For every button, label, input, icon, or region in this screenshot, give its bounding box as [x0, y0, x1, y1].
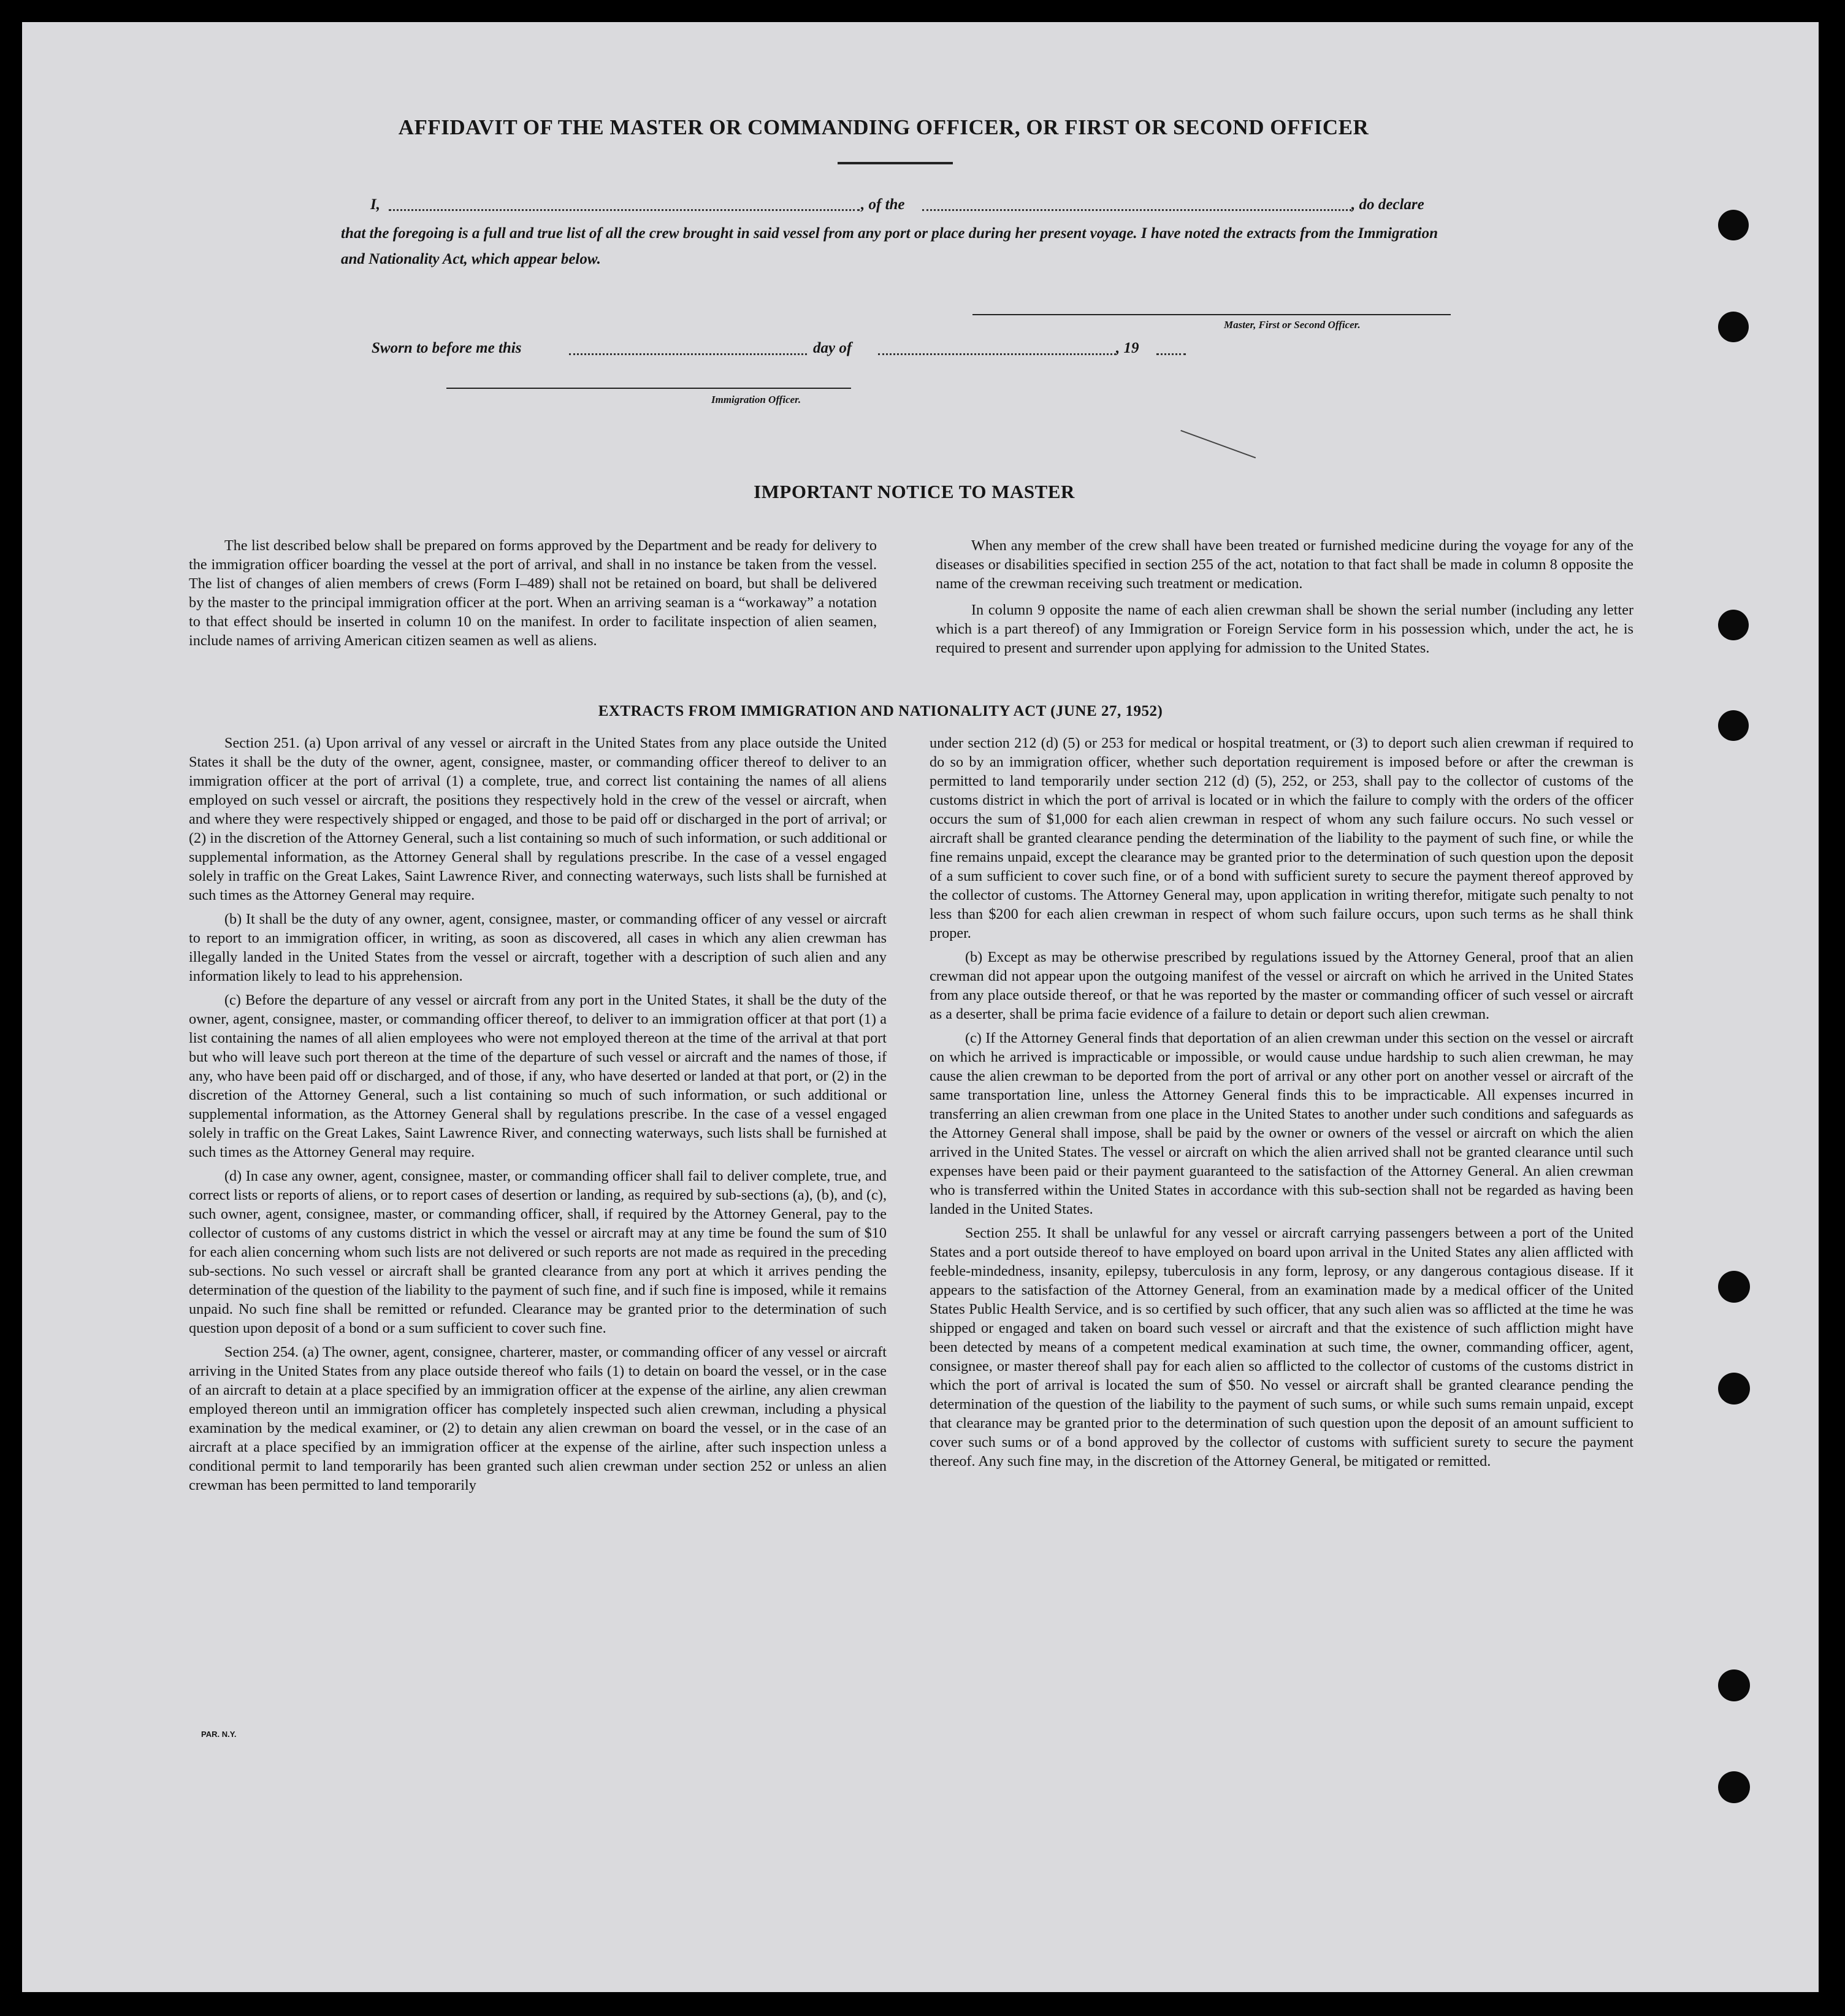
affidavit-do-declare-label: , do declare: [1351, 196, 1424, 213]
sworn-year-blank[interactable]: [1156, 353, 1186, 355]
punch-hole: [1718, 710, 1749, 741]
pen-mark: [1180, 430, 1256, 458]
vessel-blank[interactable]: [922, 209, 1351, 211]
extracts-title: EXTRACTS FROM IMMIGRATION AND NATIONALITY ACT (JUNE 27, 1952): [598, 703, 1163, 719]
document-page: [22, 22, 1819, 1992]
name-blank[interactable]: [389, 209, 860, 211]
title-underline: [838, 162, 953, 164]
section-254-a-continued: under section 212 (d) (5) or 253 for medical or hospital treatment, or (3) to deport such alien crewman if required to do so by an immigration officer, whether such deportation requirement is imposed before or after the crewman is permitted to land temporarily under section 212 (d) (5), 252, or 253, shall pay to the collector of customs of the customs district in which the port of arrival is located or in which the failure to comply with the orders of the officer occurs the sum of $1,000 for each alien crewman in respect of whom any such failure occurs. No such vessel or aircraft shall be granted clearance pending the determination of the liability to the payment of such fine, or while the fine remains unpaid, except the clearance may be granted prior to the determination of such question upon the deposit of a sum sufficient to cover such fine, or of a bond with sufficient surety to secure the payment thereof approved by the collector of customs. The Attorney General may, upon application in writing therefor, mitigate such penalty to not less than $200 for each alien crewman in respect of whom such failure occurs, upon such terms as he shall think proper.: [930, 735, 1633, 941]
year-label: , 19: [1116, 340, 1139, 356]
affidavit-i-label: I,: [370, 196, 380, 213]
section-251-a: Section 251. (a) Upon arrival of any vessel or aircraft in the United States from any place outside the United States it shall be the duty of the owner, agent, consignee, master, or commanding officer thereof to deliver to an immigration officer at the port of arrival (1) a complete, true, and correct list containing the names of all aliens employed on such vessel or aircraft, the positions they respectively hold in the crew of the vessel or aircraft, when and where they were respectively shipped or engaged, and those to be paid off or discharged in the port of arrival; or (2) in the discretion of the Attorney General, such a list containing so much of such information, or such additional or supplemental information, as the Attorney General shall by regulations prescribe. In the case of a vessel engaged solely in traffic on the Great Lakes, Saint Lawrence River, and connecting waterways, such lists shall be furnished at such times as the Attorney General may require.: [189, 735, 887, 903]
notice-left-paragraph: The list described below shall be prepared on forms approved by the Department and be ready for delivery to the immigration officer boarding the vessel at the port of arrival, and shall in no instance be taken from the vessel. The list of changes of alien members of crews (Form I–489) shall not be retained on board, but shall be delivered by the master to the principal immigration officer at the port. When an arriving seaman is a “workaway” a notation to that effect should be inserted in column 10 on the manifest. In order to facilitate inspection of alien seamen, include names of arriving American citizen seamen as well as aliens.: [189, 537, 877, 649]
day-of-label: day of: [813, 340, 852, 356]
affidavit-title: AFFIDAVIT OF THE MASTER OR COMMANDING OFFICER, OR FIRST OR SECOND OFFICER: [398, 115, 1369, 139]
notice-right-column: [936, 536, 1633, 662]
section-251-d: (d) In case any owner, agent, consignee, master, or commanding officer shall fail to deliver complete, true, and correct lists or reports of aliens, or to report cases of desertion or landing, as required by sub-sections (a), (b), and (c), such owner, agent, consignee, master, or commanding officer, shall, if required by the Attorney General, pay to the collector of customs of any customs district in which the vessel or aircraft may at any time be found the sum of $10 for each alien concerning whom such lists are not delivered or such reports are not made as required in the preceding sub-sections. No such vessel or aircraft shall be granted clearance from any port at which it arrives pending the determination of the question of the liability to the payment of such fine, and if such fine is imposed, while it remains unpaid. No such fine shall be remitted or refunded. Clearance may be granted prior to the determination of such question upon deposit of a bond or a sum sufficient to cover such fine.: [189, 1168, 887, 1336]
punch-hole: [1718, 1271, 1750, 1303]
section-254-a: Section 254. (a) The owner, agent, consignee, charterer, master, or commanding officer of any vessel or aircraft arriving in the United States from any place outside thereof who fails (1) to detain on board the vessel, or in the case of an aircraft to detain at a place specified by an immigration officer at the expense of the airline, any alien crewman employed thereon until an immigration officer has completely inspected such alien crewman, including a physical examination by the medical examiner, or (2) to detain any alien crewman on board the vessel, or in the case of an aircraft at a place specified by an immigration officer at the expense of the airline, after such inspection unless a conditional permit to land temporarily has been granted such alien crewman under section 252 or unless an alien crewman has been permitted to land temporarily: [189, 1344, 887, 1493]
sworn-day-blank[interactable]: [569, 353, 807, 355]
officer-signature-line[interactable]: [972, 314, 1451, 315]
punch-hole: [1718, 210, 1749, 240]
section-251-b: (b) It shall be the duty of any owner, agent, consignee, master, or commanding officer of any vessel or aircraft to report to an immigration officer, in writing, as soon as discovered, all cases in which any alien crewman has illegally landed in the United States from the vessel or aircraft, together with a description of such alien and any information likely to lead to his apprehension.: [189, 911, 887, 984]
punch-hole: [1718, 1373, 1750, 1405]
section-254-b: (b) Except as may be otherwise prescribed by regulations issued by the Attorney General, proof that an alien crewman did not appear upon the outgoing manifest of the vessel or aircraft on which he arrived in the United States from any place outside thereof, or that he was reported by the master or commanding officer of such vessel or aircraft as a deserter, shall be prima facie evidence of a failure to detain or deport such alien crewman.: [930, 949, 1633, 1022]
punch-hole: [1718, 610, 1749, 640]
punch-hole: [1718, 1771, 1750, 1803]
punch-hole: [1718, 1669, 1750, 1701]
section-255: Section 255. It shall be unlawful for any vessel or aircraft carrying passengers between a port of the United States and a port outside thereof to have employed on board upon arrival in the United States any alien afflicted with feeble-mindedness, insanity, epilepsy, tuberculosis in any form, leprosy, or any dangerous contagious disease. If it appears to the satisfaction of the Attorney General, from an examination made by a medical officer of the United States Public Health Service, and is so certified by such officer, that any such alien was so afflicted at the time he was shipped or engaged and taken on board such vessel or aircraft and that the existence of such affliction might have been detected by means of a competent medical examination at such time, the owner, commanding officer, agent, consignee, or master thereof shall pay for each alien so afflicted to the collector of customs of the customs district in which the port of arrival is located the sum of $50. No vessel or aircraft shall be granted clearance pending the determination of the question of the liability to the payment of such sums, or while such sums remain unpaid, except that clearance may be granted prior to the determination of such question upon the deposit of an amount sufficient to cover such sums or of a bond approved by the collector of customs with sufficient surety to secure the payment thereof. Any such fine may, in the discretion of the Attorney General, be mitigated or remitted.: [930, 1225, 1633, 1470]
printer-mark: PAR. N.Y.: [201, 1730, 237, 1739]
immigration-officer-signature-line[interactable]: [446, 388, 851, 389]
extracts-left-column: [189, 734, 887, 1500]
notice-right-paragraph-2: In column 9 opposite the name of each alien crewman shall be shown the serial number (including any letter which is a part thereof) of any Immigration or Foreign Service form in his possession which, under the act, he is required to present and surrender upon applying for admission to the United States.: [936, 602, 1633, 656]
section-254-c: (c) If the Attorney General finds that deportation of an alien crewman under this section on the vessel or aircraft on which he arrived is impracticable or impossible, or would cause undue hardship to such alien crewman, he may cause the alien crewman to be deported from the port of arrival or any other port on another vessel or aircraft of the same transportation line, unless the Attorney General finds this to be impracticable. All expenses incurred in transferring an alien crewman from one place in the United States to another under such conditions and safeguards as the Attorney General shall impose, shall be paid by the owner or owners of the vessel or aircraft on which the alien arrived in the United States. The vessel or aircraft on which the alien arrived shall not be granted clearance until such expenses have been paid or their payment guaranteed to the satisfaction of the Attorney General. An alien crewman who is transferred within the United States in accordance with this sub-section shall not be regarded as having been landed in the United States.: [930, 1030, 1633, 1217]
extracts-right-column: [930, 734, 1633, 1476]
punch-hole: [1718, 312, 1749, 342]
affidavit-of-the-label: , of the: [861, 196, 905, 213]
notice-left-column: [189, 536, 877, 655]
sworn-month-blank[interactable]: [878, 353, 1116, 355]
officer-signature-label: Master, First or Second Officer.: [1224, 319, 1361, 331]
affidavit-statement: that the foregoing is a full and true list of all the crew brought in said vessel from any port or place during her present voyage. I have noted the extracts from the Immigration and Nationality Act, which appear below.: [341, 225, 1438, 267]
notice-title: IMPORTANT NOTICE TO MASTER: [754, 481, 1075, 502]
immigration-officer-label: Immigration Officer.: [711, 394, 801, 405]
section-251-c: (c) Before the departure of any vessel or aircraft from any port in the United States, it shall be the duty of the owner, agent, consignee, master, or commanding officer thereof, to deliver to an immigration officer at that port (1) a list containing the names of all alien employees who were not employed thereon at the time of the arrival at that port but who will leave such port thereon at the time of the departure of such vessel or aircraft and the names of those, if any, who have been paid off or discharged, and of those, if any, who have deserted or landed at that port, or (2) in the discretion of the Attorney General, such a list containing so much of such information, or such additional or supplemental information, as the Attorney General shall by regulations prescribe. In the case of a vessel engaged solely in traffic on the Great Lakes, Saint Lawrence River, and connecting waterways, such lists shall be furnished at such times as the Attorney General may require.: [189, 992, 887, 1160]
notice-right-paragraph-1: When any member of the crew shall have been treated or furnished medicine during the voyage for any of the diseases or disabilities specified in section 255 of the act, notation to that fact shall be made in column 8 opposite the name of the crewman receiving such treatment or medication.: [936, 537, 1633, 592]
sworn-label: Sworn to before me this: [372, 340, 522, 356]
